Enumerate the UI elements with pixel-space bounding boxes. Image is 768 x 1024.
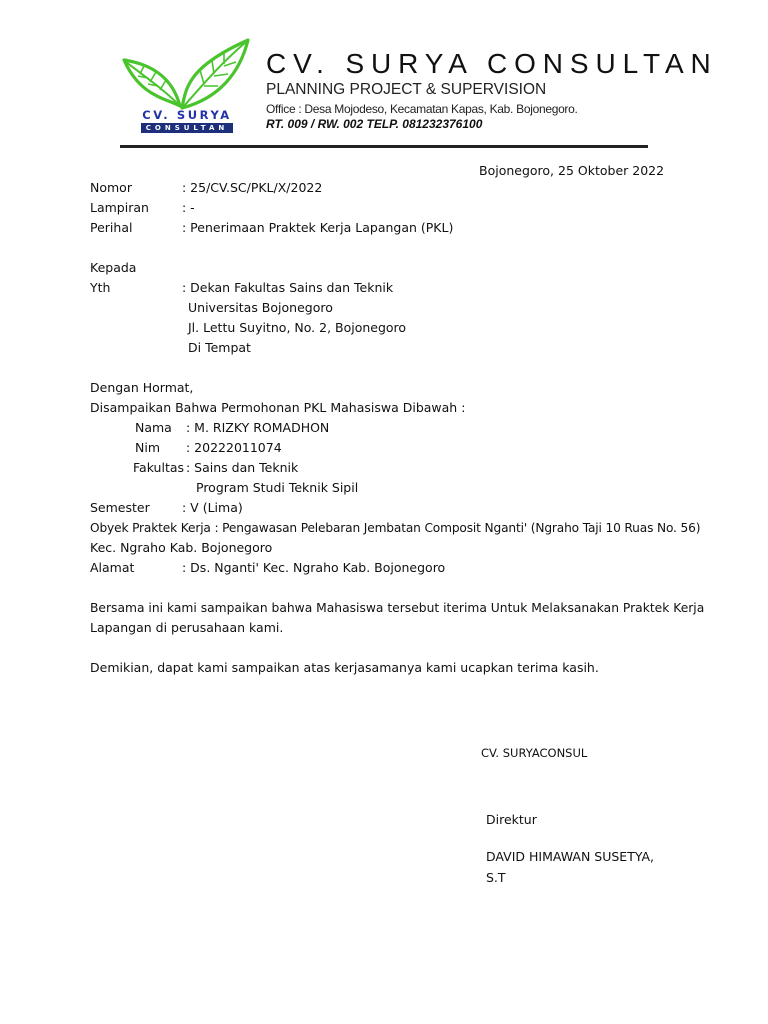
alamat-label: Alamat — [90, 560, 135, 575]
semester-label: Semester — [90, 500, 150, 515]
greeting: Dengan Hormat, — [90, 380, 194, 395]
perihal-value: : Penerimaan Praktek Kerja Lapangan (PKL) — [182, 220, 454, 235]
yth-label: Yth — [90, 280, 111, 295]
company-subtitle: PLANNING PROJECT & SUPERVISION — [266, 81, 547, 98]
recipient-line: Di Tempat — [188, 340, 251, 355]
company-name: CV. SURYA CONSULTAN — [266, 48, 718, 79]
company-address-phone: RT. 009 / RW. 002 TELP. 081232376100 — [266, 117, 483, 131]
body-paragraph-line: Lapangan di perusahaan kami. — [90, 620, 284, 635]
nim-label: Nim — [135, 440, 160, 455]
alamat-value: : Ds. Nganti' Kec. Ngraho Kab. Bojonegoro — [182, 560, 446, 575]
header-divider — [120, 145, 648, 148]
perihal-label: Perihal — [90, 220, 133, 235]
fakultas-value: : Sains dan Teknik — [186, 460, 299, 475]
signature-name: S.T — [486, 870, 506, 885]
signature-company: CV. SURYACONSUL — [481, 746, 588, 760]
lampiran-label: Lampiran — [90, 200, 149, 215]
nim-value: : 20222011074 — [186, 440, 282, 455]
obyek-line: Obyek Praktek Kerja : Pengawasan Pelebaran Jembatan Composit Nganti' (Ngraho Taji 10 Ruas No. 56) — [90, 521, 701, 535]
nama-label: Nama — [135, 420, 172, 435]
intro-text: Disampaikan Bahwa Permohonan PKL Mahasiswa Dibawah : — [90, 400, 466, 415]
closing-text: Demikian, dapat kami sampaikan atas kerjasamanya kami ucapkan terima kasih. — [90, 660, 599, 675]
logo-subtext: CONSULTAN — [141, 123, 233, 133]
letter-date: Bojonegoro, 25 Oktober 2022 — [479, 163, 665, 178]
prodi-value: Program Studi Teknik Sipil — [196, 480, 359, 495]
obyek-line: Kec. Ngraho Kab. Bojonegoro — [90, 540, 273, 555]
company-office: Office : Desa Mojodeso, Kecamatan Kapas, Kab. Bojonegoro. — [266, 102, 578, 116]
signature-title: Direktur — [486, 812, 537, 827]
nomor-value: : 25/CV.SC/PKL/X/2022 — [182, 180, 323, 195]
recipient-line: : Dekan Fakultas Sains dan Teknik — [182, 280, 394, 295]
recipient-line: Universitas Bojonegoro — [188, 300, 333, 315]
kepada-label: Kepada — [90, 260, 137, 275]
nama-value: : M. RIZKY ROMADHON — [186, 420, 330, 435]
signature-name: DAVID HIMAWAN SUSETYA, — [486, 849, 655, 864]
body-paragraph-line: Bersama ini kami sampaikan bahwa Mahasiswa tersebut iterima Untuk Melaksanakan Praktek Kerja — [90, 601, 705, 615]
semester-value: : V (Lima) — [182, 500, 243, 515]
leaf-icon — [124, 40, 248, 108]
fakultas-label: Fakultas — [133, 460, 185, 475]
lampiran-value: : - — [182, 200, 195, 215]
logo-text: CV. SURYA — [142, 108, 232, 122]
recipient-line: Jl. Lettu Suyitno, No. 2, Bojonegoro — [188, 320, 407, 335]
nomor-label: Nomor — [90, 180, 132, 195]
